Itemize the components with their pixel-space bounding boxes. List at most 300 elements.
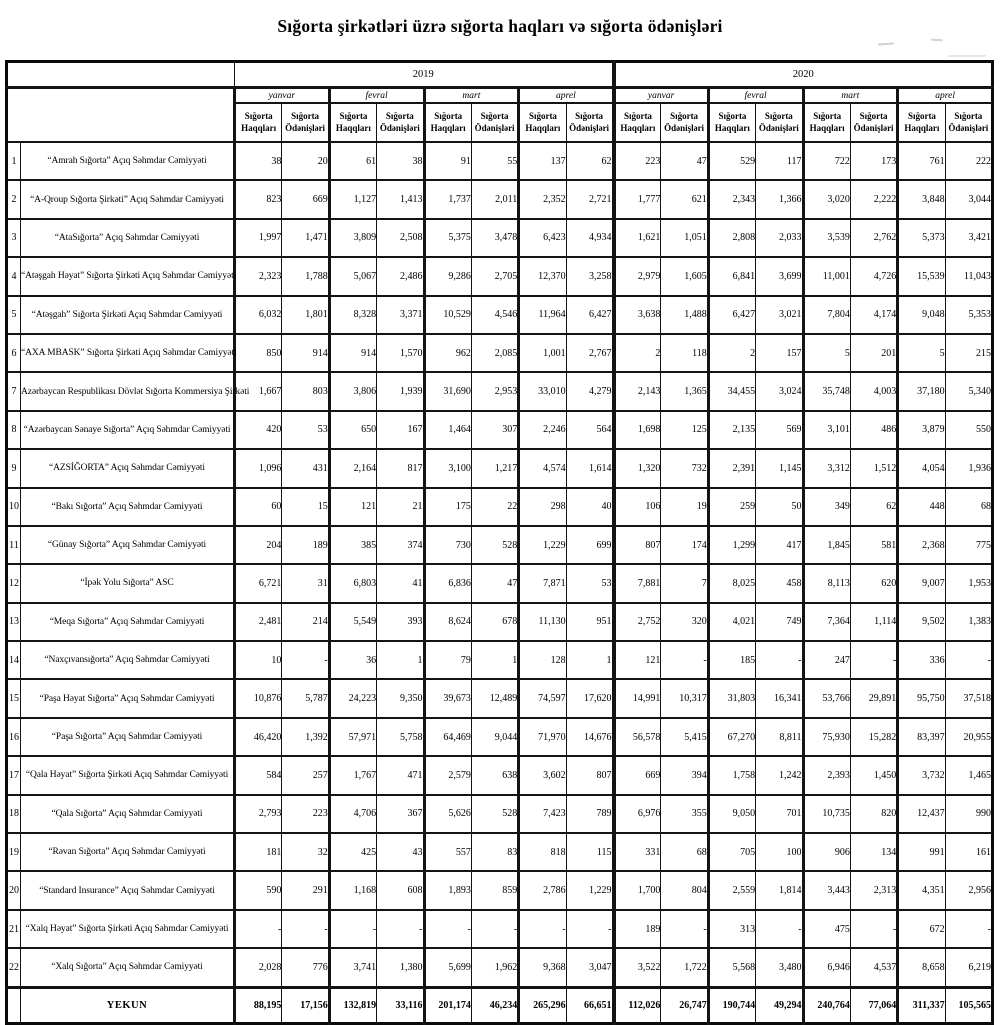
- value-cell: 125: [661, 411, 708, 449]
- value-cell: 118: [661, 334, 708, 372]
- value-cell: 38: [235, 142, 282, 180]
- value-cell: 20: [282, 142, 329, 180]
- value-cell: 189: [282, 526, 329, 564]
- value-cell: 581: [850, 526, 897, 564]
- value-cell: -: [282, 910, 329, 948]
- value-cell: 5,373: [898, 219, 945, 257]
- value-cell: 7,423: [519, 795, 566, 833]
- table-row: [7, 641, 993, 679]
- value-cell: 11,130: [519, 603, 566, 641]
- value-cell: -: [282, 641, 329, 679]
- value-cell: 46,420: [235, 718, 282, 756]
- subheader-premiums: Sığorta Haqqları: [424, 103, 471, 142]
- value-cell: 95,750: [898, 679, 945, 717]
- value-cell: 1: [566, 641, 613, 679]
- value-cell: 2,391: [708, 449, 755, 487]
- value-cell: 5,340: [945, 372, 992, 410]
- value-cell: 83: [471, 833, 518, 871]
- value-cell: 6,803: [329, 564, 376, 602]
- value-cell: 17,620: [566, 679, 613, 717]
- value-cell: 1,383: [945, 603, 992, 641]
- value-cell: 722: [803, 142, 850, 180]
- value-cell: 1,893: [424, 871, 471, 909]
- value-cell: 4,706: [329, 795, 376, 833]
- value-cell: 2,721: [566, 180, 613, 218]
- scan-artifact: [878, 42, 894, 45]
- header-corner-cell: [7, 62, 235, 88]
- value-cell: 313: [708, 910, 755, 948]
- company-name: “Azərbaycan Sənaye Sığorta” Açıq Səhmdar Cəmiyyəti: [21, 411, 235, 449]
- table-row: [7, 257, 993, 295]
- value-cell: 6,427: [708, 296, 755, 334]
- value-cell: 789: [566, 795, 613, 833]
- value-cell: 5,568: [708, 948, 755, 987]
- value-cell: -: [377, 910, 424, 948]
- value-cell: 3,021: [756, 296, 803, 334]
- value-cell: 57,971: [329, 718, 376, 756]
- value-cell: 914: [282, 334, 329, 372]
- value-cell: 458: [756, 564, 803, 602]
- total-value-cell: 26,747: [661, 987, 708, 1023]
- value-cell: 2,085: [471, 334, 518, 372]
- row-number: 6: [7, 334, 21, 372]
- row-number: 1: [7, 142, 21, 180]
- table-row: [7, 564, 993, 602]
- value-cell: 7,881: [614, 564, 661, 602]
- value-cell: -: [661, 910, 708, 948]
- value-cell: 7,804: [803, 296, 850, 334]
- value-cell: 374: [377, 526, 424, 564]
- value-cell: 3,024: [756, 372, 803, 410]
- value-cell: 15,539: [898, 257, 945, 295]
- value-cell: 35,748: [803, 372, 850, 410]
- value-cell: 6,032: [235, 296, 282, 334]
- value-cell: 121: [329, 488, 376, 526]
- value-cell: 201: [850, 334, 897, 372]
- value-cell: 6,836: [424, 564, 471, 602]
- value-cell: 4,351: [898, 871, 945, 909]
- table-row: [7, 910, 993, 948]
- value-cell: 5,067: [329, 257, 376, 295]
- value-cell: 83,397: [898, 718, 945, 756]
- value-cell: 1,758: [708, 756, 755, 794]
- value-cell: 6,427: [566, 296, 613, 334]
- value-cell: 4,934: [566, 219, 613, 257]
- value-cell: 2,481: [235, 603, 282, 641]
- row-number: 7: [7, 372, 21, 410]
- value-cell: 1,380: [377, 948, 424, 987]
- value-cell: 1,413: [377, 180, 424, 218]
- value-cell: 732: [661, 449, 708, 487]
- company-name: “Qala Sığorta” Açıq Səhmdar Cəmiyyəti: [21, 795, 235, 833]
- value-cell: 5,353: [945, 296, 992, 334]
- value-cell: 53,766: [803, 679, 850, 717]
- value-cell: 2,793: [235, 795, 282, 833]
- value-cell: 6,976: [614, 795, 661, 833]
- value-cell: 6,423: [519, 219, 566, 257]
- value-cell: 56,578: [614, 718, 661, 756]
- value-cell: 2: [708, 334, 755, 372]
- value-cell: 36: [329, 641, 376, 679]
- value-cell: 349: [803, 488, 850, 526]
- value-cell: 638: [471, 756, 518, 794]
- subheader-premiums: Sığorta Haqqları: [898, 103, 945, 142]
- value-cell: 31: [282, 564, 329, 602]
- value-cell: -: [850, 910, 897, 948]
- value-cell: 1,767: [329, 756, 376, 794]
- value-cell: 7: [661, 564, 708, 602]
- company-name: Azərbaycan Respublikası Dövlət Sığorta Kommersiya Şirkəti: [21, 372, 235, 410]
- value-cell: 776: [282, 948, 329, 987]
- value-cell: -: [661, 641, 708, 679]
- value-cell: 4,726: [850, 257, 897, 295]
- table-row: [7, 526, 993, 564]
- value-cell: 33,010: [519, 372, 566, 410]
- value-cell: 420: [235, 411, 282, 449]
- value-cell: 564: [566, 411, 613, 449]
- company-name: “Naxçıvansığorta” Açıq Səhmdar Cəmiyyəti: [21, 641, 235, 679]
- row-number: 22: [7, 948, 21, 987]
- value-cell: 68: [661, 833, 708, 871]
- value-cell: 5,415: [661, 718, 708, 756]
- company-name: “AtaSığorta” Açıq Səhmdar Cəmiyyəti: [21, 219, 235, 257]
- value-cell: 2,767: [566, 334, 613, 372]
- value-cell: 10,529: [424, 296, 471, 334]
- table-row: [7, 871, 993, 909]
- value-cell: 185: [708, 641, 755, 679]
- value-cell: 4,546: [471, 296, 518, 334]
- value-cell: 678: [471, 603, 518, 641]
- value-cell: 6,721: [235, 564, 282, 602]
- value-cell: 259: [708, 488, 755, 526]
- value-cell: 11,043: [945, 257, 992, 295]
- value-cell: 181: [235, 833, 282, 871]
- value-cell: 15,282: [850, 718, 897, 756]
- value-cell: 2,752: [614, 603, 661, 641]
- value-cell: 2,313: [850, 871, 897, 909]
- value-cell: 817: [377, 449, 424, 487]
- value-cell: 1,722: [661, 948, 708, 987]
- value-cell: 9,044: [471, 718, 518, 756]
- value-cell: 12,437: [898, 795, 945, 833]
- value-cell: 529: [708, 142, 755, 180]
- value-cell: 1,217: [471, 449, 518, 487]
- value-cell: 859: [471, 871, 518, 909]
- value-cell: 608: [377, 871, 424, 909]
- value-cell: 820: [850, 795, 897, 833]
- value-cell: 9,007: [898, 564, 945, 602]
- company-name: “Paşa Sığorta” Açıq Səhmdar Cəmiyyəti: [21, 718, 235, 756]
- value-cell: -: [519, 910, 566, 948]
- value-cell: 2,343: [708, 180, 755, 218]
- value-cell: 31,803: [708, 679, 755, 717]
- value-cell: 32: [282, 833, 329, 871]
- value-cell: 1,001: [519, 334, 566, 372]
- company-name: “Amrah Sığorta” Açıq Səhmdar Cəmiyyəti: [21, 142, 235, 180]
- value-cell: 669: [614, 756, 661, 794]
- value-cell: -: [329, 910, 376, 948]
- row-number: 20: [7, 871, 21, 909]
- total-value-cell: 88,195: [235, 987, 282, 1023]
- value-cell: 5: [898, 334, 945, 372]
- value-cell: 2,323: [235, 257, 282, 295]
- value-cell: 1,777: [614, 180, 661, 218]
- value-cell: 5,758: [377, 718, 424, 756]
- month-header-mart-2019: mart: [424, 88, 519, 104]
- value-cell: 34,455: [708, 372, 755, 410]
- total-value-cell: 201,174: [424, 987, 471, 1023]
- value-cell: 1,605: [661, 257, 708, 295]
- value-cell: 3,539: [803, 219, 850, 257]
- value-cell: 43: [377, 833, 424, 871]
- row-number: 5: [7, 296, 21, 334]
- value-cell: 41: [377, 564, 424, 602]
- value-cell: 15: [282, 488, 329, 526]
- value-cell: 804: [661, 871, 708, 909]
- value-cell: 1,570: [377, 334, 424, 372]
- value-cell: 214: [282, 603, 329, 641]
- table-row: [7, 795, 993, 833]
- totals-row-number-cell: [7, 987, 21, 1023]
- value-cell: 3,480: [756, 948, 803, 987]
- subheader-payments: Sığorta Ödənişləri: [850, 103, 897, 142]
- table-row: [7, 603, 993, 641]
- value-cell: 3,732: [898, 756, 945, 794]
- row-number: 2: [7, 180, 21, 218]
- value-cell: 2,579: [424, 756, 471, 794]
- scan-artifact: [948, 55, 986, 57]
- value-cell: 91: [424, 142, 471, 180]
- total-value-cell: 66,651: [566, 987, 613, 1023]
- month-header-aprel-2019: aprel: [519, 88, 614, 104]
- subheader-payments: Sığorta Ödənişləri: [566, 103, 613, 142]
- company-name: “Meqa Sığorta” Açıq Səhmdar Cəmiyyəti: [21, 603, 235, 641]
- value-cell: 39,673: [424, 679, 471, 717]
- value-cell: 2,222: [850, 180, 897, 218]
- value-cell: 115: [566, 833, 613, 871]
- value-cell: 3,879: [898, 411, 945, 449]
- value-cell: 1,145: [756, 449, 803, 487]
- value-cell: 914: [329, 334, 376, 372]
- value-cell: 557: [424, 833, 471, 871]
- value-cell: 3,047: [566, 948, 613, 987]
- table-row: [7, 449, 993, 487]
- value-cell: 394: [661, 756, 708, 794]
- value-cell: 1,051: [661, 219, 708, 257]
- column-header-insurer-name: [7, 88, 235, 143]
- value-cell: 528: [471, 526, 518, 564]
- value-cell: -: [850, 641, 897, 679]
- company-name: “Atəşgah” Sığorta Şirkəti Açıq Səhmdar Cəmiyyəti: [21, 296, 235, 334]
- company-name: “Rəvan Sığorta” Açıq Səhmdar Cəmiyyəti: [21, 833, 235, 871]
- value-cell: 701: [756, 795, 803, 833]
- row-number: 13: [7, 603, 21, 641]
- table-row: [7, 679, 993, 717]
- value-cell: 475: [803, 910, 850, 948]
- value-cell: -: [235, 910, 282, 948]
- value-cell: 3,312: [803, 449, 850, 487]
- subheader-payments: Sığorta Ödənişləri: [282, 103, 329, 142]
- value-cell: 1,621: [614, 219, 661, 257]
- value-cell: 291: [282, 871, 329, 909]
- company-name: “Günay Sığorta” Açıq Səhmdar Cəmiyyəti: [21, 526, 235, 564]
- value-cell: 569: [756, 411, 803, 449]
- value-cell: 161: [945, 833, 992, 871]
- value-cell: 20,955: [945, 718, 992, 756]
- value-cell: 1,788: [282, 257, 329, 295]
- value-cell: 2,164: [329, 449, 376, 487]
- value-cell: 1,365: [661, 372, 708, 410]
- value-cell: 3,421: [945, 219, 992, 257]
- value-cell: 448: [898, 488, 945, 526]
- value-cell: 3,699: [756, 257, 803, 295]
- value-cell: 31,690: [424, 372, 471, 410]
- value-cell: 53: [566, 564, 613, 602]
- value-cell: 307: [471, 411, 518, 449]
- value-cell: 204: [235, 526, 282, 564]
- value-cell: 320: [661, 603, 708, 641]
- value-cell: 823: [235, 180, 282, 218]
- value-cell: 620: [850, 564, 897, 602]
- value-cell: 137: [519, 142, 566, 180]
- value-cell: 1,939: [377, 372, 424, 410]
- value-cell: 2,368: [898, 526, 945, 564]
- subheader-payments: Sığorta Ödənişləri: [377, 103, 424, 142]
- value-cell: 1,471: [282, 219, 329, 257]
- row-number: 17: [7, 756, 21, 794]
- value-cell: 10,735: [803, 795, 850, 833]
- value-cell: 1,299: [708, 526, 755, 564]
- value-cell: 1,512: [850, 449, 897, 487]
- value-cell: 2,705: [471, 257, 518, 295]
- value-cell: 67,270: [708, 718, 755, 756]
- value-cell: 1: [471, 641, 518, 679]
- value-cell: 431: [282, 449, 329, 487]
- value-cell: 8,658: [898, 948, 945, 987]
- value-cell: 807: [566, 756, 613, 794]
- value-cell: -: [424, 910, 471, 948]
- value-cell: 8,025: [708, 564, 755, 602]
- value-cell: 9,048: [898, 296, 945, 334]
- value-cell: 4,054: [898, 449, 945, 487]
- value-cell: 2,508: [377, 219, 424, 257]
- value-cell: 4,021: [708, 603, 755, 641]
- value-cell: 3,602: [519, 756, 566, 794]
- company-name: “AZSİĞORTA” Açıq Səhmdar Cəmiyyəti: [21, 449, 235, 487]
- page-title: Sığorta şirkətləri üzrə sığorta haqları və sığorta ödənişləri: [277, 16, 723, 36]
- company-name: “Xalq Sığorta” Açıq Səhmdar Cəmiyyəti: [21, 948, 235, 987]
- row-number: 10: [7, 488, 21, 526]
- value-cell: 1,936: [945, 449, 992, 487]
- value-cell: 425: [329, 833, 376, 871]
- value-cell: 2,143: [614, 372, 661, 410]
- table-row: [7, 142, 993, 180]
- value-cell: 14,676: [566, 718, 613, 756]
- value-cell: 2,246: [519, 411, 566, 449]
- value-cell: 807: [614, 526, 661, 564]
- value-cell: 3,371: [377, 296, 424, 334]
- value-cell: 471: [377, 756, 424, 794]
- value-cell: 2,808: [708, 219, 755, 257]
- total-value-cell: 33,116: [377, 987, 424, 1023]
- value-cell: 3,741: [329, 948, 376, 987]
- value-cell: 174: [661, 526, 708, 564]
- value-cell: 1,450: [850, 756, 897, 794]
- value-cell: 2,979: [614, 257, 661, 295]
- value-cell: 1,667: [235, 372, 282, 410]
- table-row: [7, 219, 993, 257]
- value-cell: 75,930: [803, 718, 850, 756]
- value-cell: 79: [424, 641, 471, 679]
- value-cell: 1,320: [614, 449, 661, 487]
- value-cell: 367: [377, 795, 424, 833]
- value-cell: 775: [945, 526, 992, 564]
- value-cell: 189: [614, 910, 661, 948]
- row-number: 18: [7, 795, 21, 833]
- value-cell: 53: [282, 411, 329, 449]
- value-cell: 1,114: [850, 603, 897, 641]
- value-cell: 167: [377, 411, 424, 449]
- subheader-premiums: Sığorta Haqqları: [235, 103, 282, 142]
- value-cell: 10: [235, 641, 282, 679]
- value-cell: 8,113: [803, 564, 850, 602]
- value-cell: 16,341: [756, 679, 803, 717]
- value-cell: 2,486: [377, 257, 424, 295]
- value-cell: 19: [661, 488, 708, 526]
- value-cell: 3,101: [803, 411, 850, 449]
- company-name: “Xalq Həyat” Sığorta Şirkəti Açıq Səhmdar Cəmiyyəti: [21, 910, 235, 948]
- value-cell: 121: [614, 641, 661, 679]
- value-cell: 3,806: [329, 372, 376, 410]
- value-cell: 4,003: [850, 372, 897, 410]
- value-cell: -: [756, 910, 803, 948]
- value-cell: 749: [756, 603, 803, 641]
- value-cell: 14,991: [614, 679, 661, 717]
- table-row: [7, 180, 993, 218]
- value-cell: 2,559: [708, 871, 755, 909]
- subheader-payments: Sığorta Ödənişləri: [945, 103, 992, 142]
- value-cell: 8,328: [329, 296, 376, 334]
- value-cell: 2,956: [945, 871, 992, 909]
- value-cell: 64,469: [424, 718, 471, 756]
- value-cell: 1,614: [566, 449, 613, 487]
- month-header-mart-2020: mart: [803, 88, 898, 104]
- subheader-premiums: Sığorta Haqqları: [519, 103, 566, 142]
- subheader-premiums: Sığorta Haqqları: [708, 103, 755, 142]
- value-cell: 4,174: [850, 296, 897, 334]
- value-cell: 5: [803, 334, 850, 372]
- value-cell: -: [566, 910, 613, 948]
- row-number: 3: [7, 219, 21, 257]
- value-cell: 1,229: [519, 526, 566, 564]
- row-number: 4: [7, 257, 21, 295]
- year-header-2020: 2020: [614, 62, 993, 88]
- value-cell: 331: [614, 833, 661, 871]
- value-cell: 991: [898, 833, 945, 871]
- value-cell: 7,364: [803, 603, 850, 641]
- total-value-cell: 17,156: [282, 987, 329, 1023]
- value-cell: 486: [850, 411, 897, 449]
- scan-artifact: [931, 39, 943, 42]
- value-cell: 10,317: [661, 679, 708, 717]
- value-cell: 2,352: [519, 180, 566, 218]
- value-cell: 29,891: [850, 679, 897, 717]
- total-value-cell: 77,064: [850, 987, 897, 1023]
- value-cell: 2,393: [803, 756, 850, 794]
- value-cell: 62: [850, 488, 897, 526]
- row-number: 19: [7, 833, 21, 871]
- value-cell: 3,100: [424, 449, 471, 487]
